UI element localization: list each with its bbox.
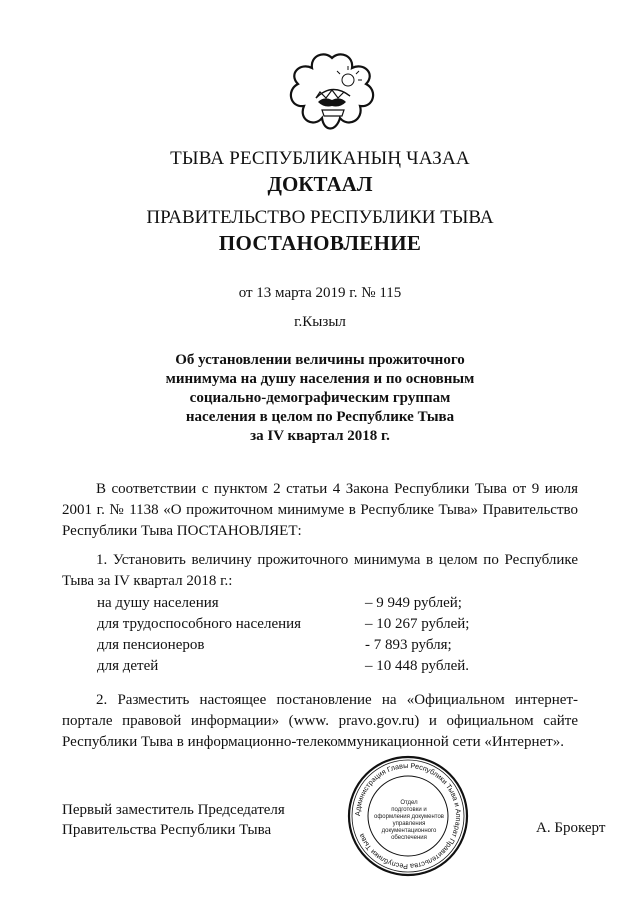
decree-title-line: за IV квартал 2018 г. bbox=[250, 428, 390, 444]
list-item bbox=[97, 593, 517, 614]
tuva-coat-of-arms-icon bbox=[286, 52, 378, 136]
signatory-title-line: Правительства Республики Тыва bbox=[62, 822, 272, 838]
list-item-value: - 7 893 рубля; bbox=[365, 637, 452, 653]
list-item-value: – 10 267 рублей; bbox=[365, 616, 470, 632]
stamp-inner-line: документационного bbox=[381, 828, 437, 834]
stamp-inner-line: обеспечения bbox=[391, 835, 427, 841]
preamble-paragraph: В соответствии с пунктом 2 статьи 4 Закона Республики Тыва от 9 июля 2001 г. № 1138 «О прожиточном минимуме в Республике Тыва» Правительство Республики Тыва ПОСТАНОВЛЯЕТ: bbox=[62, 481, 578, 539]
heading-tyva-government: ТЫВА РЕСПУБЛИКАНЫҢ ЧАЗАА bbox=[170, 148, 470, 169]
list-item-label: на душу населения bbox=[97, 595, 219, 611]
decree-title-line: минимума на душу населения и по основным bbox=[165, 371, 475, 387]
signatory-title-line: Первый заместитель Председателя bbox=[62, 802, 285, 818]
decree-title-line: Об установлении величины прожиточного bbox=[175, 352, 465, 368]
list-item bbox=[97, 614, 517, 635]
item-2-paragraph: 2. Разместить настоящее постановление на «Официальном интернет-портале правовой информации» (www. pravo.gov.ru) и официальном сайте Республики Тыва в информационно-телекоммуникационной сети «Интернет». bbox=[62, 692, 578, 750]
stamp-inner-text bbox=[370, 800, 448, 842]
stamp-inner-line: Отдел bbox=[400, 800, 418, 806]
item-1-paragraph: 1. Установить величину прожиточного минимума в целом по Республике Тыва за IV квартал 2018 г.: bbox=[62, 552, 578, 589]
decree-title-line: социально-демографическим группам bbox=[189, 390, 451, 406]
decree-date-number: от 13 марта 2019 г. № 115 bbox=[238, 285, 402, 301]
heading-tyva-decree: ДОКТААЛ bbox=[267, 172, 373, 196]
decree-city: г.Кызыл bbox=[294, 314, 346, 330]
list-item bbox=[97, 635, 517, 656]
list-item-value: – 9 949 рублей; bbox=[365, 595, 462, 611]
subsistence-minimum-list bbox=[97, 593, 517, 677]
signatory-name: А. Брокерт bbox=[536, 820, 606, 836]
list-item-value: – 10 448 рублей. bbox=[365, 658, 470, 674]
heading-government: ПРАВИТЕЛЬСТВО РЕСПУБЛИКИ ТЫВА bbox=[146, 207, 494, 228]
signatory-title bbox=[62, 800, 285, 840]
list-item-label: для детей bbox=[97, 658, 159, 674]
decree-title bbox=[0, 351, 640, 446]
list-item-label: для трудоспособного населения bbox=[97, 616, 302, 632]
stamp-inner-line: управления bbox=[392, 821, 426, 827]
list-item bbox=[97, 656, 517, 677]
list-item-label: для пенсионеров bbox=[97, 637, 205, 653]
stamp-ring-text: Администрация Главы Республики Тыва и Аппарат Правительства Республики Тыва bbox=[352, 760, 464, 872]
heading-decree: ПОСТАНОВЛЕНИЕ bbox=[218, 231, 422, 255]
stamp-inner-line: подготовки и bbox=[391, 807, 427, 813]
decree-title-line: населения в целом по Республике Тыва bbox=[185, 409, 455, 425]
stamp-inner-line: оформления документов bbox=[374, 814, 444, 820]
